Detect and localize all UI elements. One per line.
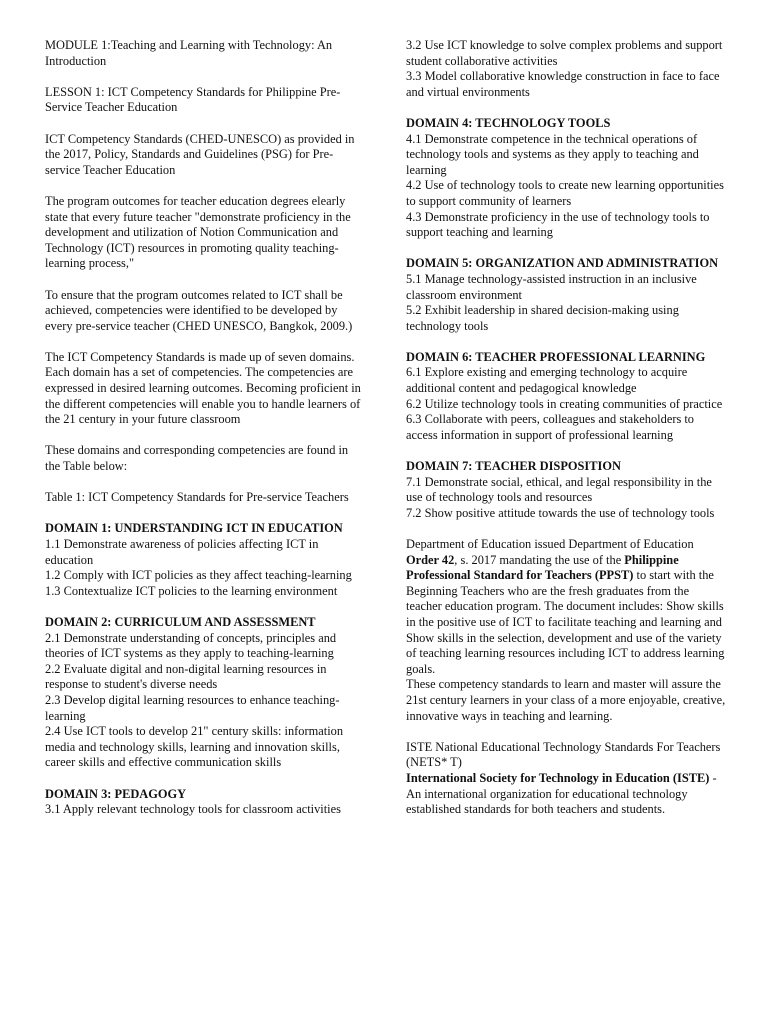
competency-item: 2.1 Demonstrate understanding of concepts, principles and theories of ICT systems as they apply to teaching-learning	[45, 630, 337, 661]
domain-2	[45, 615, 363, 771]
module-title: MODULE 1:Teaching and Learning with Technology: An Introduction	[45, 38, 333, 68]
competency-item: 3.1 Apply relevant technology tools for classroom activities	[45, 802, 341, 817]
competency-item: 7.1 Demonstrate social, ethical, and legal responsibility in the use of technology tools and resources	[406, 474, 712, 505]
competency-item: 6.1 Explore existing and emerging technology to acquire additional content and pedagogical knowledge	[406, 365, 688, 396]
domain-6	[406, 350, 726, 444]
competency-item: 2.2 Evaluate digital and non-digital learning resources in response to student's diverse needs	[45, 661, 327, 692]
program-outcomes-paragraph: The program outcomes for teacher education degrees elearly state that every future teacher "demonstrate proficiency in the development and utilization of Notion Communication and Technology (ICT) resources in promoting quality teaching-learning process,"	[45, 193, 351, 271]
competency-item: 4.2 Use of technology tools to create new learning opportunities to support community of learners	[406, 178, 724, 208]
table-intro-paragraph: These domains and corresponding competencies are found in the Table below:	[45, 443, 349, 474]
competency-item: 2.3 Develop digital learning resources to enhance teaching-learning	[45, 692, 340, 723]
domain-5	[406, 256, 726, 334]
competency-item: 6.2 Utilize technology tools in creating communities of practice	[406, 396, 723, 411]
deped-text-3: to start with the Beginning Teachers who are the fresh graduates from the teacher education program. The document includes: Show skills in the positive use of ICT to facilitate teaching and learning and Show skills in the selection, development and use of the variety of teaching learning resources including ICT to address learning goals.	[406, 568, 725, 676]
table-caption: Table 1: ICT Competency Standards for Pre-service Teachers	[45, 490, 349, 505]
domain-4	[406, 116, 726, 241]
competency-standards-paragraph: The ICT Competency Standards is made up of seven domains. Each domain has a set of competencies. The competencies are expressed in desired learning outcomes. Becoming proficient in the different competencies will enable you to handle learners of the 21 century in your future classroom	[45, 349, 361, 427]
iste-description: - An international organization for educational technology established standards for both teachers and students.	[406, 770, 717, 817]
competency-item: 2.4 Use ICT tools to develop 21" century skills: information media and technology skills, learning and innovation skills, career skills and effective communication skills	[45, 724, 344, 770]
left-column	[45, 38, 363, 833]
lesson-title: LESSON 1: ICT Competency Standards for Philippine Pre- Service Teacher Education	[45, 84, 341, 115]
competency-item: 4.1 Demonstrate competence in the technical operations of technology tools and systems as they apply to teaching and learning	[406, 131, 699, 177]
domain-7	[406, 459, 726, 521]
deped-text-1: Department of Education issued Department of Education	[406, 537, 694, 551]
domain-title: DOMAIN 2: CURRICULUM AND ASSESSMENT	[45, 614, 316, 629]
domain-3	[45, 787, 363, 818]
domain-1	[45, 521, 363, 599]
competency-item: 3.3 Model collaborative knowledge construction in face to face and virtual environments	[406, 69, 720, 99]
iste-paragraph	[406, 771, 726, 818]
domain-title: DOMAIN 1: UNDERSTANDING ICT IN EDUCATION	[45, 521, 343, 536]
right-column	[406, 38, 726, 818]
competency-item: 5.1 Manage technology-assisted instruction in an inclusive classroom environment	[406, 271, 697, 302]
domain-title: DOMAIN 4: TECHNOLOGY TOOLS	[406, 115, 611, 130]
intro-paragraph: ICT Competency Standards (CHED-UNESCO) as provided in the 2017, Policy, Standards and Guidelines (PSG) for Pre-service Teacher Education	[45, 131, 355, 177]
competency-item: 5.2 Exhibit leadership in shared decision-making using technology tools	[406, 303, 679, 333]
iste-name: International Society for Technology in Education (ISTE)	[406, 770, 710, 785]
domain-title: DOMAIN 5: ORGANIZATION AND ADMINISTRATION	[406, 256, 719, 271]
competency-item: 3.2 Use ICT knowledge to solve complex problems and support student collaborative activities	[406, 38, 723, 68]
competency-item: 1.1 Demonstrate awareness of policies affecting ICT in education	[45, 537, 319, 567]
iste-heading: ISTE National Educational Technology Standards For Teachers (NETS* T)	[406, 739, 721, 770]
competency-item: 4.3 Demonstrate proficiency in the use of technology tools to support teaching and learning	[406, 209, 710, 240]
deped-order-paragraph	[406, 537, 726, 677]
domain-3-continued	[406, 38, 726, 100]
domain-title: DOMAIN 6: TEACHER PROFESSIONAL LEARNING	[406, 349, 706, 364]
deped-text-2: , s. 2017 mandating the use of the	[454, 552, 625, 567]
competency-item: 7.2 Show positive attitude towards the use of technology tools	[406, 505, 715, 520]
ppst-name: Philippine Professional Standard for Teachers (PPST)	[406, 552, 679, 583]
domain-title: DOMAIN 3: PEDAGOGY	[45, 786, 187, 801]
competency-item: 6.3 Collaborate with peers, colleagues and stakeholders to access information in support of professional learning	[406, 412, 694, 442]
domain-title: DOMAIN 7: TEACHER DISPOSITION	[406, 459, 621, 474]
deped-order-number: Order 42	[406, 552, 455, 567]
competency-item: 1.2 Comply with ICT policies as they affect teaching-learning	[45, 568, 352, 583]
competency-item: 1.3 Contextualize ICT policies to the learning environment	[45, 583, 338, 598]
deped-standards-paragraph: These competency standards to learn and master will assure the 21st century learners in your class of a more enjoyable, creative, innovative ways in teaching and learning.	[406, 677, 726, 723]
ensure-outcomes-paragraph: To ensure that the program outcomes related to ICT shall be achieved, competencies were identified to be developed by every pre-service teacher (CHED UNESCO, Bangkok, 2009.)	[45, 287, 353, 333]
